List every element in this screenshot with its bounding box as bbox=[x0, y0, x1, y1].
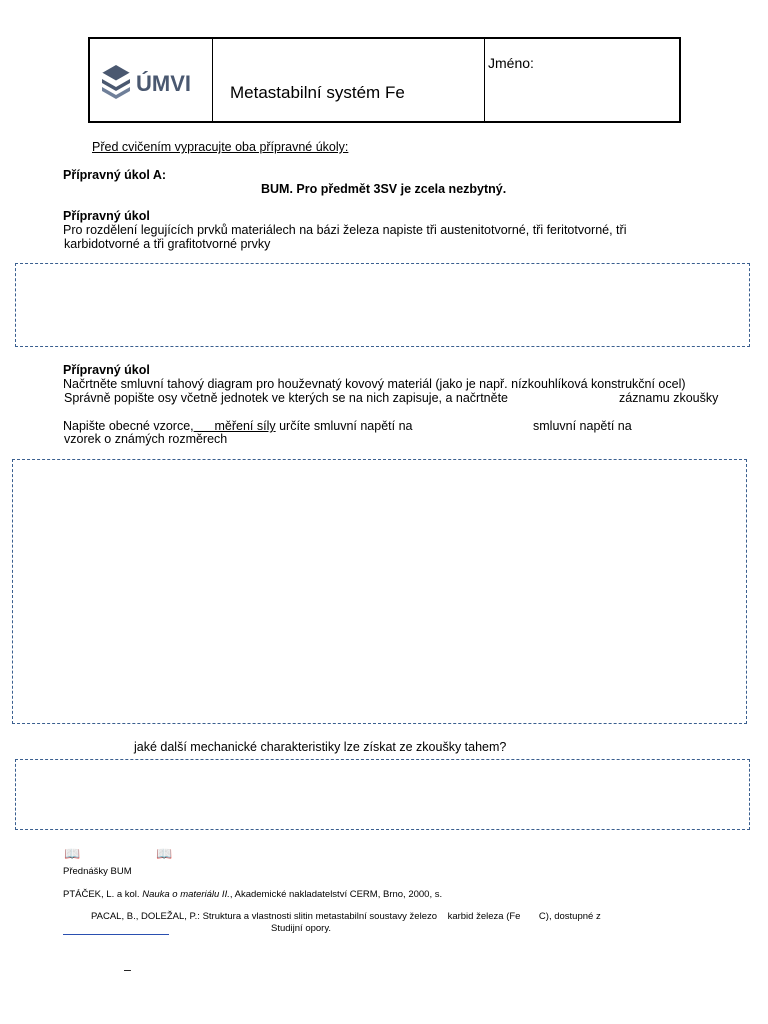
reference-1-authors: PTÁČEK, L. a kol. bbox=[63, 889, 143, 900]
question-text: jaké další mechanické charakteristiky lze získat ze zkoušky tahem? bbox=[134, 740, 507, 754]
task-2-line2-end: záznamu zkoušky bbox=[619, 391, 719, 405]
task-2-line3 bbox=[63, 419, 413, 433]
answer-box-3[interactable] bbox=[15, 759, 750, 830]
reference-1-title: Nauka o materiálu II. bbox=[142, 889, 230, 900]
umvi-logo bbox=[98, 61, 206, 101]
task-1-line1: Pro rozdělení legujících prvků materiálech na bázi železa napiste tři austenitotvorné, tři feritotvorné, tři bbox=[63, 223, 627, 237]
intro-text: Před cvičením vypracujte oba přípravné úkoly: bbox=[92, 140, 349, 154]
task-2-heading: Přípravný úkol bbox=[63, 363, 150, 377]
task-a-heading: Přípravný úkol A: bbox=[63, 168, 167, 182]
task-2-line3-underlined: měření síly bbox=[193, 419, 276, 433]
task-2-line4: vzorek o známých rozměrech bbox=[64, 432, 228, 446]
reference-2-line1: PACAL, B., DOLEŽAL, P.: Struktura a vlastnosti slitin metastabilní soustavy železo karbid železa (Fe C), dostupné z bbox=[91, 911, 601, 922]
task-2-line1: Načrtněte smluvní tahový diagram pro houževnatý kovový materiál (jako je např. nízkouhlíková konstrukční ocel) bbox=[63, 377, 686, 391]
reference-1-publisher: , Akademické nakladatelství CERM, Brno, 2000, s. bbox=[229, 889, 443, 900]
name-label: Jméno: bbox=[488, 55, 534, 71]
reference-2-link[interactable] bbox=[63, 934, 169, 935]
document-title: Metastabilní systém Fe bbox=[230, 83, 405, 102]
task-2-line3-end: smluvní napětí na bbox=[533, 419, 632, 433]
task-2-line3-a: Napište obecné vzorce, bbox=[63, 419, 194, 433]
reference-1 bbox=[63, 889, 442, 901]
header-table bbox=[88, 37, 681, 123]
header-divider bbox=[212, 39, 213, 121]
answer-box-1[interactable] bbox=[15, 263, 750, 347]
answer-box-diagram[interactable] bbox=[12, 459, 747, 724]
lectures-reference: Přednášky BUM bbox=[63, 866, 132, 877]
book-icon: 📖 bbox=[156, 846, 173, 861]
task-2-line3-b: určíte smluvní napětí na bbox=[275, 419, 413, 433]
reference-2-line2: Studijní opory. bbox=[271, 923, 332, 934]
task-2-line2: Správně popište osy včetně jednotek ve kterých se na nich zapisuje, a načrtněte bbox=[64, 391, 509, 405]
header-divider bbox=[484, 39, 485, 121]
book-icon: 📖 bbox=[64, 846, 81, 861]
dash-mark: – bbox=[124, 963, 131, 977]
task-1-heading: Přípravný úkol bbox=[63, 209, 150, 223]
task-a-note: BUM. Pro předmět 3SV je zcela nezbytný. bbox=[261, 182, 507, 196]
logo-text: ÚMVI bbox=[136, 71, 191, 96]
task-1-line2: karbidotvorné a tři grafitotvorné prvky bbox=[64, 237, 271, 251]
